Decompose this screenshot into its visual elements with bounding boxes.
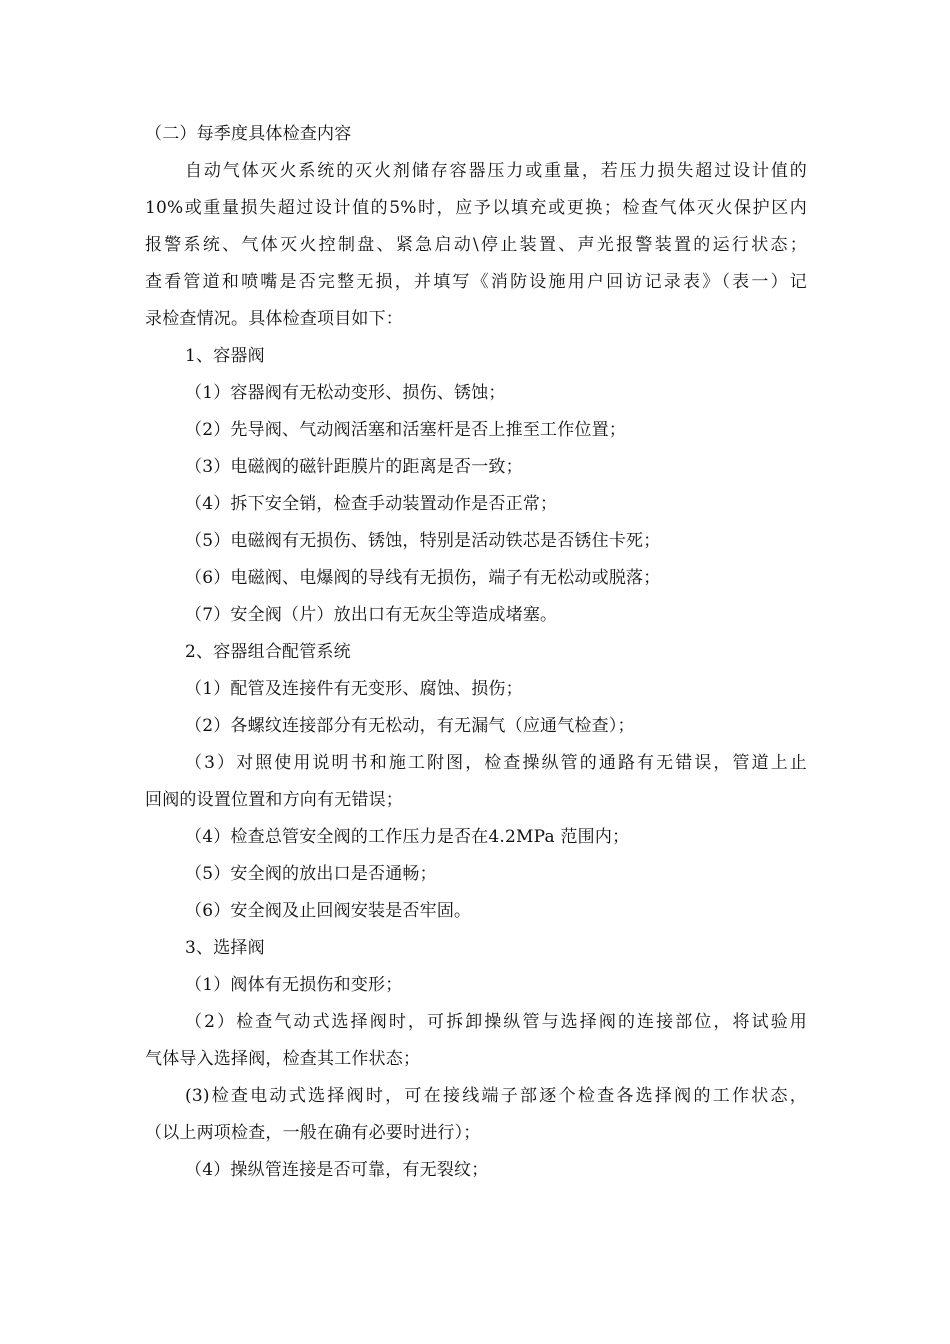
group-piping-system	[145, 634, 807, 930]
section-title: （二）每季度具体检查内容	[145, 124, 352, 144]
list-item-continuation: 回阀的设置位置和方向有无错误；	[145, 790, 403, 810]
list-item: （2）检查气动式选择阀时，可拆卸操纵管与选择阀的连接部位，将试验用	[185, 1012, 807, 1032]
list-item: （2）先导阀、气动阀活塞和活塞杆是否上推至工作位置；	[185, 420, 627, 440]
intro-line: 录检查情况。具体检查项目如下：	[145, 309, 403, 329]
list-item: （5）安全阀的放出口是否通畅；	[185, 864, 437, 884]
intro-line: 查看管道和喷嘴是否完整无损，并填写《消防设施用户回访记录表》（表一）记	[145, 272, 807, 292]
list-item: （7）安全阀（片）放出口有无灰尘等造成堵塞。	[185, 605, 558, 625]
list-item: （1）配管及连接件有无变形、腐蚀、损伤；	[185, 679, 523, 699]
list-item: （4）拆下安全销，检查手动装置动作是否正常；	[185, 494, 558, 514]
intro-line: 自动气体灭火系统的灭火剂储存容器压力或重量，若压力损失超过设计值的	[185, 161, 807, 181]
group-selector-valve	[145, 930, 807, 1189]
intro-paragraph	[145, 153, 807, 338]
list-item: （4）检查总管安全阀的工作压力是否在4.2MPa 范围内；	[185, 827, 630, 847]
document-page	[145, 116, 807, 1189]
list-item-continuation: （以上两项检查，一般在确有必要时进行）；	[145, 1123, 481, 1143]
list-item: （6）电磁阀、电爆阀的导线有无损伤，端子有无松动或脱落；	[185, 568, 661, 588]
list-item: (3)检查电动式选择阀时，可在接线端子部逐个检查各选择阀的工作状态，	[185, 1086, 807, 1106]
group-title: 3、选择阀	[185, 938, 265, 958]
list-item: （4）操纵管连接是否可靠，有无裂纹；	[185, 1160, 489, 1180]
list-item: （5）电磁阀有无损伤、锈蚀，特别是活动铁芯是否锈住卡死；	[185, 531, 661, 551]
list-item-continuation: 气体导入选择阀，检查其工作状态；	[145, 1049, 421, 1069]
list-item: （3）对照使用说明书和施工附图，检查操纵管的通路有无错误，管道上止	[185, 753, 807, 773]
group-container-valve	[145, 338, 807, 634]
list-item: （1）容器阀有无松动变形、损伤、锈蚀；	[185, 383, 506, 403]
list-item: （3）电磁阀的磁针距膜片的距离是否一致；	[185, 457, 523, 477]
list-item: （6）安全阀及止回阀安装是否牢固。	[185, 901, 472, 921]
group-title: 2、容器组合配管系统	[185, 642, 351, 662]
intro-line: 10%或重量损失超过设计值的5%时，应予以填充或更换；检查气体灭火保护区内	[145, 198, 807, 218]
list-item: （2）各螺纹连接部分有无松动，有无漏气（应通气检查）；	[185, 716, 635, 736]
group-title: 1、容器阀	[185, 346, 265, 366]
intro-line: 报警系统、气体灭火控制盘、紧急启动\停止装置、声光报警装置的运行状态；	[145, 235, 807, 255]
list-item: （1）阀体有无损伤和变形；	[185, 975, 403, 995]
